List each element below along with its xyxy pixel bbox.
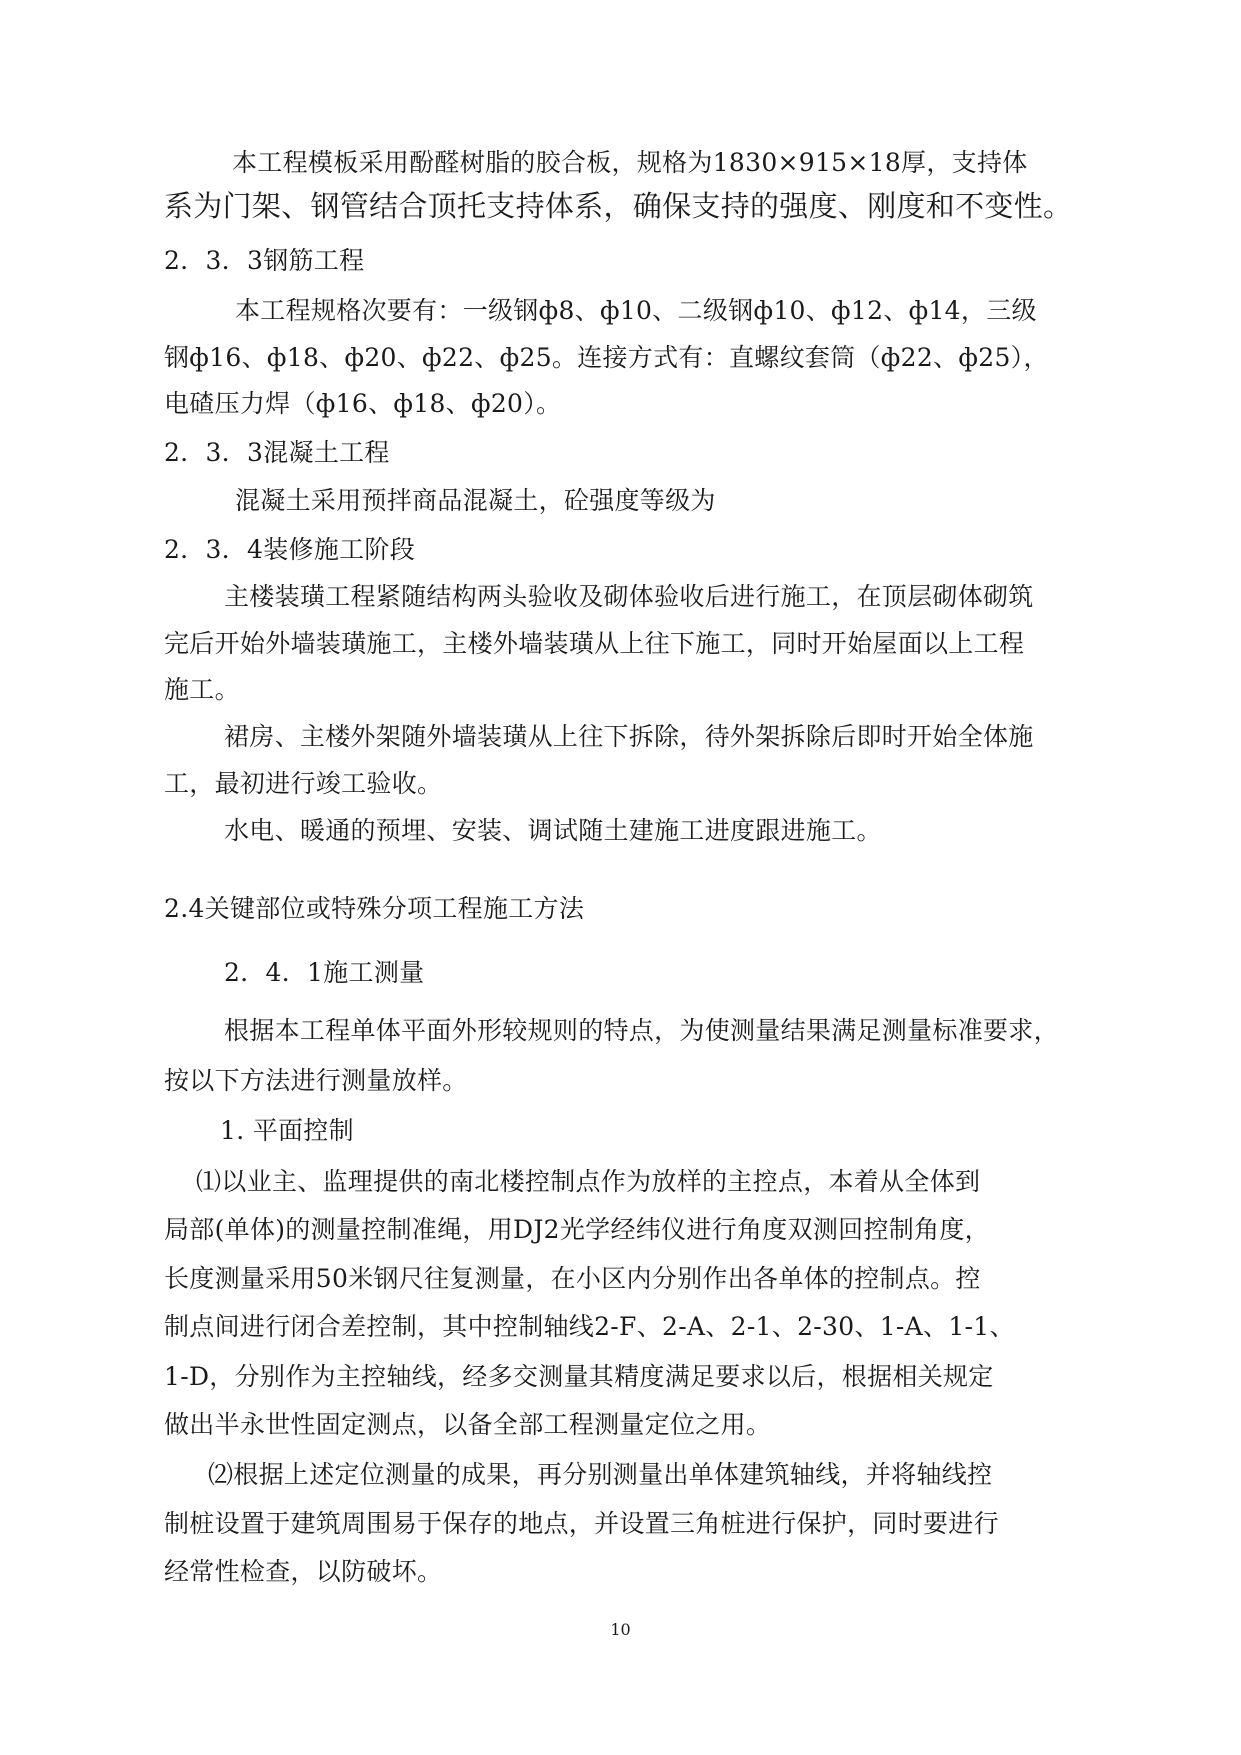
paragraph-line: 完后开始外墙装璜施工，主楼外墙装璜从上往下施工，同时开始屋面以上工程 [164,629,1025,658]
paragraph-line: 水电、暖通的预埋、安装、调试随土建施工进度跟进施工。 [224,816,882,845]
paragraph-line: 工，最初进行竣工验收。 [164,769,443,798]
section-heading: 2．3．4装修施工阶段 [164,535,416,564]
paragraph-line: ⑴以业主、监理提供的南北楼控制点作为放样的主控点，本着从全体到 [196,1167,981,1196]
paragraph-line: 本工程规格次要有：一级钢ф8、ф10、二级钢ф10、ф12、ф14，三级 [235,296,1037,325]
paragraph-line: 经常性检查，以防破坏。 [164,1557,443,1586]
paragraph-line: 1-D，分别作为主控轴线，经多交测量其精度满足要求以后，根据相关规定 [164,1362,994,1391]
paragraph-line: 钢ф16、ф18、ф20、ф22、ф25。连接方式有：直螺纹套筒（ф22、ф25）， [164,343,1049,372]
paragraph-line: 制点间进行闭合差控制，其中控制轴线2-F、2-A、2-1、2-30、1-A、1-1、 [164,1312,1015,1341]
paragraph-line: 混凝土采用预拌商品混凝土，砼强度等级为 [235,486,716,515]
paragraph-line: 施工。 [164,675,240,704]
paragraph-line: 裙房、主楼外架随外墙装璜从上往下拆除，待外架拆除后即时开始全体施 [224,722,1034,751]
paragraph-line: 长度测量采用50米钢尺往复测量，在小区内分别作出各单体的控制点。控 [164,1264,981,1293]
list-heading: 1. 平面控制 [220,1116,354,1145]
section-heading: 2.4关键部位或特殊分项工程施工方法 [164,894,585,923]
paragraph-line: 系为门架、钢管结合顶托支持体系，确保支持的强度、刚度和不变性。 [164,189,1073,223]
paragraph-line: 按以下方法进行测量放样。 [164,1066,468,1095]
paragraph-line: 做出半永世性固定测点，以备全部工程测量定位之用。 [164,1410,772,1439]
paragraph-line: 本工程模板采用酚醛树脂的胶合板，规格为1830×915×18厚，支持体 [232,148,1028,177]
paragraph-line: ⑵根据上述定位测量的成果，再分别测量出单体建筑轴线，并将轴线控 [208,1460,993,1489]
paragraph-line: 制桩设置于建筑周围易于保存的地点，并设置三角桩进行保护，同时要进行 [164,1509,999,1538]
paragraph-line: 根据本工程单体平面外形较规则的特点，为使测量结果满足测量标准要求， [224,1016,1059,1045]
section-heading: 2．3．3钢筋工程 [164,246,365,275]
section-heading: 2．3．3混凝土工程 [164,438,390,467]
section-heading: 2．4．1施工测量 [224,958,425,987]
paragraph-line: 局部(单体)的测量控制准绳，用DJ2光学经纬仪进行角度双测回控制角度， [164,1215,990,1244]
page-number: 10 [610,1620,631,1639]
paragraph-line: 主楼装璜工程紧随结构两头验收及砌体验收后进行施工，在顶层砌体砌筑 [224,582,1034,611]
paragraph-line: 电碴压力焊（ф16、ф18、ф20）。 [164,389,562,418]
